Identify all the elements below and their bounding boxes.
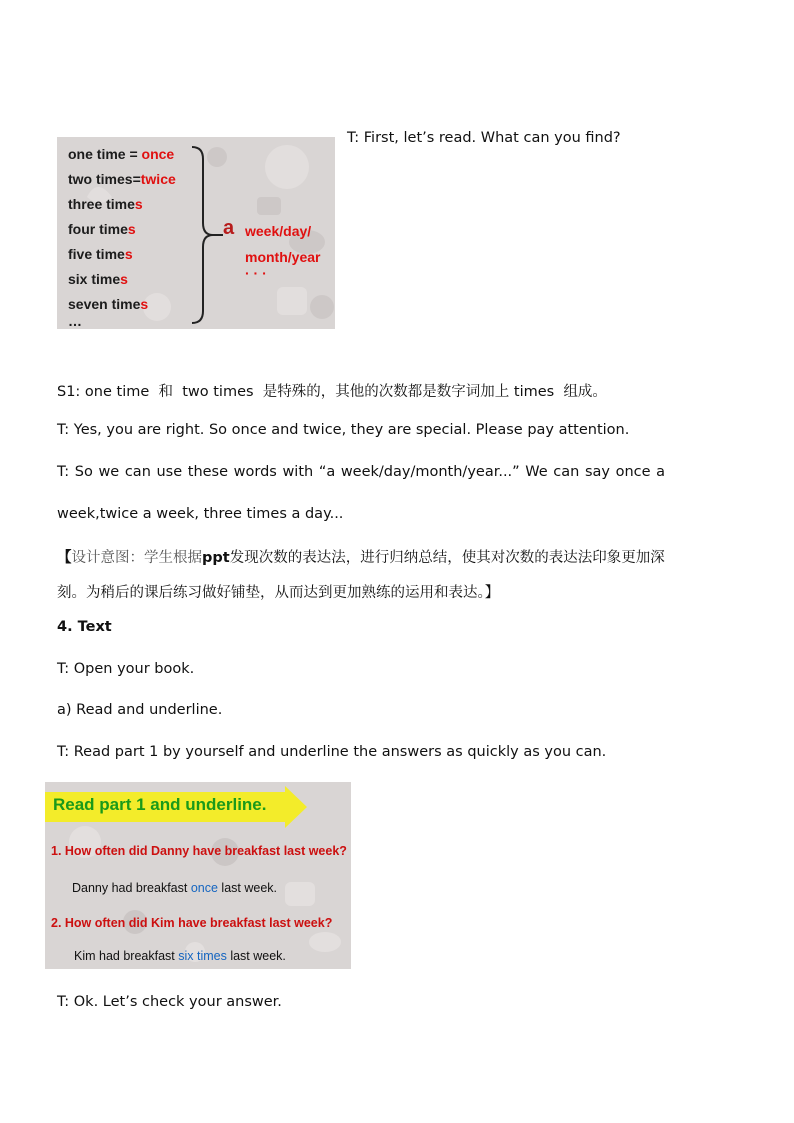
teacher-line-so-1: T: So we can use these words with “a week/day/month/year...” We can say once a bbox=[57, 464, 666, 480]
teacher-line-read-part: T: Read part 1 by yourself and underline the answers as quickly as you can. bbox=[57, 744, 607, 760]
step-read-underline: a) Read and underline. bbox=[57, 702, 223, 718]
answer-2: Kim had breakfast six times last week. bbox=[74, 949, 286, 963]
times-ellipsis: … bbox=[68, 313, 82, 329]
question-1: 1. How often did Danny have breakfast last week? bbox=[51, 844, 347, 858]
period-dots: · · · bbox=[245, 265, 267, 281]
teacher-line-so-2: week,twice a week, three times a day... bbox=[57, 506, 344, 522]
times-row-1: one time = once bbox=[68, 146, 175, 162]
curly-brace-shape bbox=[187, 145, 247, 325]
teacher-line-yes: T: Yes, you are right. So once and twice, they are special. Please pay attention. bbox=[57, 422, 630, 438]
question-2: 2. How often did Kim have breakfast last week? bbox=[51, 916, 333, 930]
times-row-4: four times bbox=[68, 221, 136, 237]
times-row-3: three times bbox=[68, 196, 143, 212]
period-label-1: week/day/ bbox=[245, 223, 312, 239]
times-row-7: seven times bbox=[68, 296, 149, 312]
section-heading-text: 4. Text bbox=[57, 619, 112, 635]
design-intention-line-1: 【设计意图：学生根据ppt发现次数的表达法，进行归纳总结，使其对次数的表达法印象更加深 bbox=[57, 550, 665, 566]
teacher-line-check: T: Ok. Let’s check your answer. bbox=[57, 994, 282, 1010]
teacher-line-first: T: First, let’s read. What can you find? bbox=[347, 130, 621, 146]
article-a: a bbox=[223, 217, 235, 239]
slide2-title: Read part 1 and underline. bbox=[53, 795, 267, 814]
slide-read-part-image bbox=[45, 782, 351, 969]
times-row-6: six times bbox=[68, 271, 128, 287]
design-intention-line-2: 刻。为稍后的课后练习做好铺垫，从而达到更加熟练的运用和表达。】 bbox=[57, 585, 500, 601]
teacher-line-open-book: T: Open your book. bbox=[57, 661, 195, 677]
student-line-s1: S1: one time 和 two times 是特殊的，其他的次数都是数字词加上 times 组成。 bbox=[57, 384, 607, 400]
slide-times-image bbox=[57, 137, 335, 329]
answer-1: Danny had breakfast once last week. bbox=[72, 881, 277, 895]
times-row-2: two times=twice bbox=[68, 171, 176, 187]
times-row-5: five times bbox=[68, 246, 133, 262]
period-label-2: month/year bbox=[245, 249, 321, 265]
